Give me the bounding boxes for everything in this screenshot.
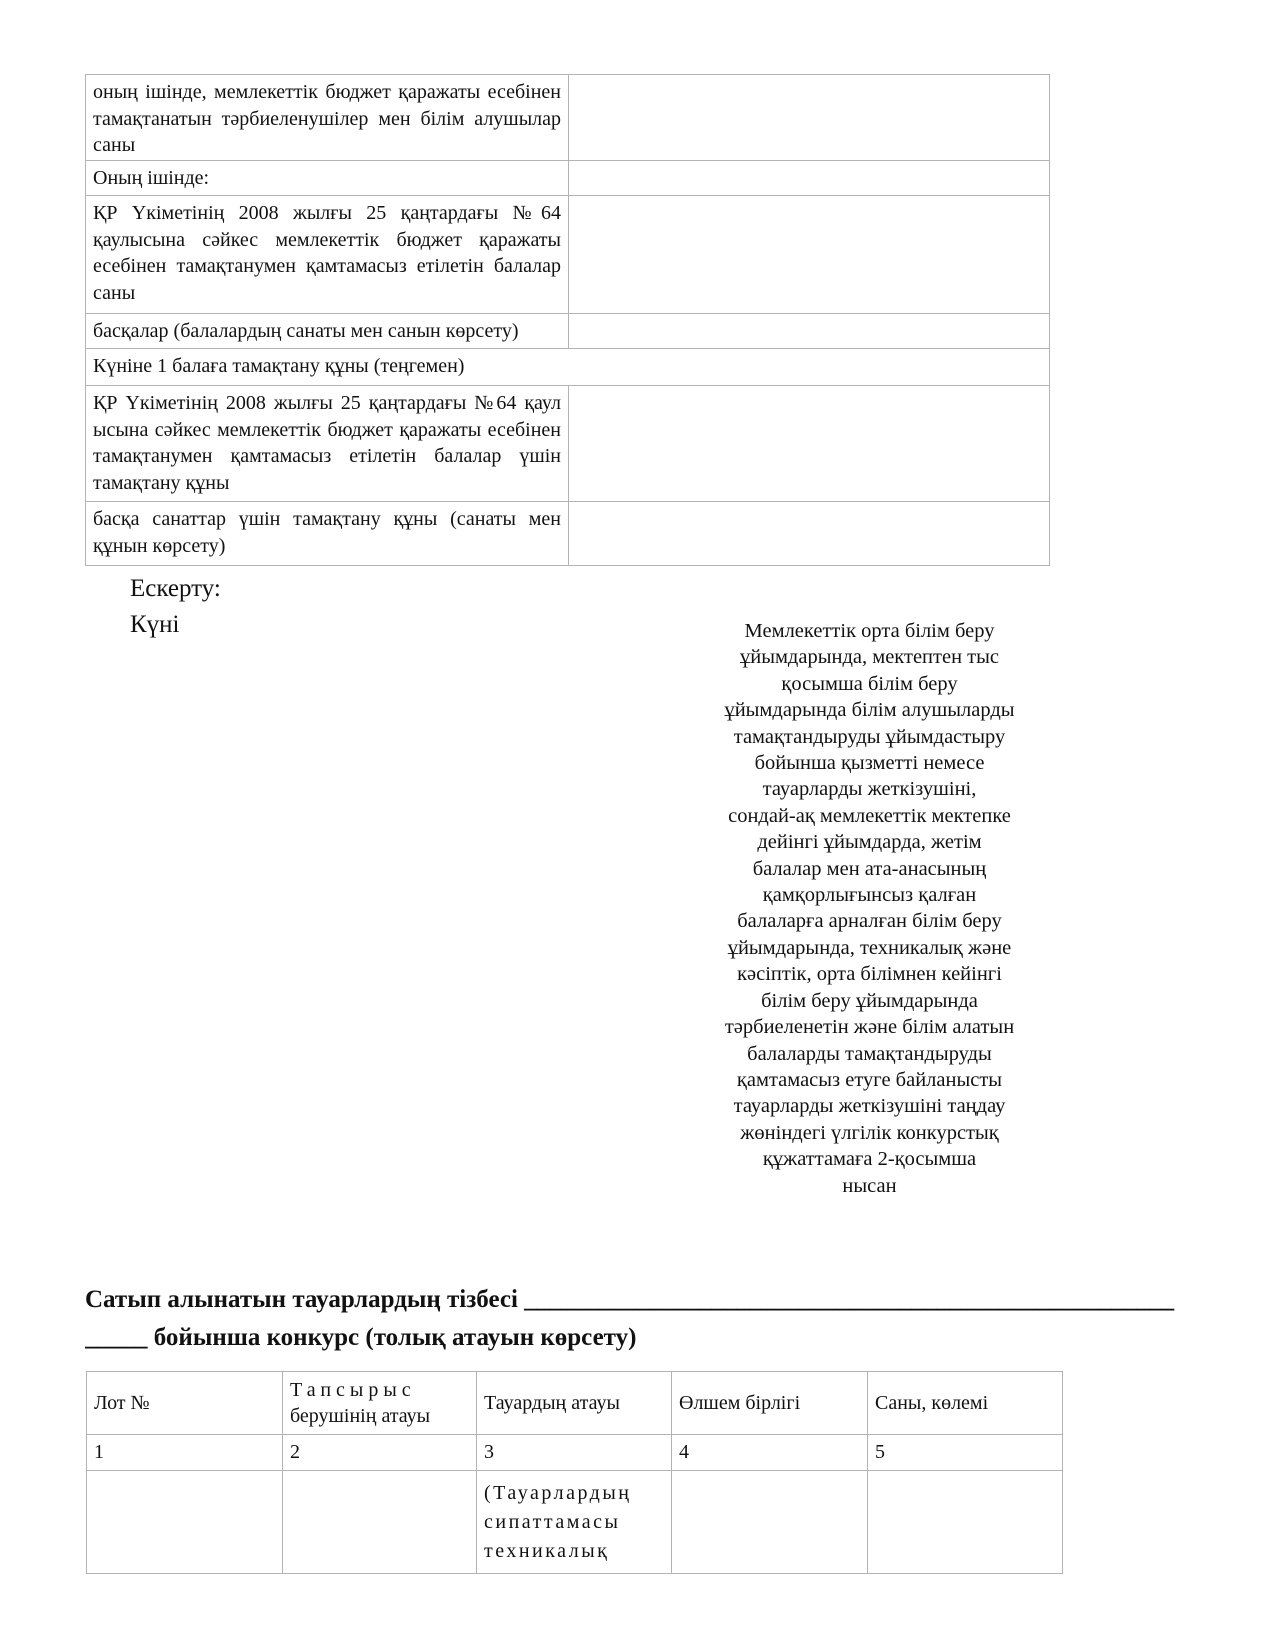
table-row (86, 161, 1050, 196)
annex-line: құжаттамаға 2-қосымша (762, 1148, 977, 1171)
row-value (569, 502, 1049, 565)
header-unit: Өлшем бірлігі (672, 1372, 868, 1435)
column-number-row (87, 1435, 1063, 1471)
section-heading (85, 1281, 1195, 1356)
table-row (86, 349, 1050, 386)
row-label: ҚР Үкіметінің 2008 жылғы 25 қаңтардағы №64 қаулысына сәйкес мемлекеттік бюджет қаражаты есебінен тамақтанумен қамтамасыз етілетін балалар саны (93, 202, 561, 304)
value-cell (569, 196, 1050, 314)
goods-table-header-row (87, 1372, 1063, 1435)
annex-line: балаларды тамақтандыруды (747, 1042, 992, 1065)
detail-cell (672, 1471, 868, 1574)
note-label: Ескерту: (130, 575, 221, 602)
label-cell (86, 75, 569, 161)
table-row (86, 314, 1050, 349)
annex-line: білім беру ұйымдарында (761, 989, 978, 1012)
detail-cell (477, 1471, 672, 1574)
annex-line: кәсіптік, орта білімнен кейінгі (737, 963, 1002, 986)
detail-text (672, 1471, 867, 1573)
table-row (86, 502, 1050, 566)
table-row (86, 386, 1050, 502)
column-number: 5 (868, 1435, 1063, 1471)
row-value (569, 196, 1049, 313)
annex-line: тауарларды жеткізушіні, (762, 778, 977, 801)
label-cell (86, 161, 569, 196)
row-label: оның ішінде, мемлекеттік бюджет қаражаты есебінен тамақтанатын тәрбиеленушілер мен білім алушылар саны (93, 81, 561, 156)
row-label: ҚР Үкіметінің 2008 жылғы 25 қаңтардағы №64 қаул ысына сәйкес мемлекеттік бюджет қаражаты есебінен тамақтанумен қамтамасыз етілетін балалар үшін тамақтану құны (93, 392, 561, 494)
annex-line: тәрбиеленетін және білім алатын (724, 1016, 1015, 1039)
annex-line: ұйымдарында білім алушыларды (724, 699, 1015, 722)
heading-line-2: _____ бойынша конкурс (толық атауын көрсету) (85, 1323, 637, 1351)
annex-line: Мемлекеттік орта білім беру (744, 620, 995, 642)
annex-line: қамтамасыз етуге байланысты (736, 1068, 1003, 1091)
header-customer-name: Тапсырыс берушінің атауы (283, 1372, 477, 1435)
detail-text (87, 1471, 282, 1573)
label-cell (86, 314, 569, 349)
header-lot-number: Лот № (87, 1372, 283, 1435)
table-row (86, 75, 1050, 161)
annex-line: балаларға арналған білім беру (737, 910, 1002, 933)
goods-table (86, 1371, 1063, 1574)
full-width-cell (86, 349, 1050, 386)
row-value (569, 75, 1049, 160)
table-row (86, 196, 1050, 314)
row-value (569, 386, 1049, 501)
row-value (569, 161, 1049, 195)
annex-line: нысан (842, 1174, 897, 1197)
detail-cell (283, 1471, 477, 1574)
column-number: 4 (672, 1435, 868, 1471)
value-cell (569, 502, 1050, 566)
detail-cell (87, 1471, 283, 1574)
label-cell (86, 502, 569, 566)
value-cell (569, 386, 1050, 502)
annex-line: бойынша қызметті немесе (754, 752, 985, 775)
detail-text (868, 1471, 1062, 1573)
row-label: басқалар (балалардың санаты мен санын көрсету) (93, 320, 519, 342)
annex-line: жөніндегі үлгілік конкурстық (740, 1121, 999, 1144)
header-quantity: Саны, көлемі (868, 1372, 1063, 1435)
annex-line: сондай-ақ мемлекеттік мектепке (728, 804, 1011, 827)
label-cell (86, 196, 569, 314)
column-number: 1 (87, 1435, 283, 1471)
goods-detail-row (87, 1471, 1063, 1574)
label-cell (86, 386, 569, 502)
detail-text: (Тауарлардың сипаттамасы техникалық (484, 1482, 632, 1562)
row-label: Күніне 1 балаға тамақтану құны (теңгемен) (93, 355, 465, 377)
detail-cell (868, 1471, 1063, 1574)
value-cell (569, 75, 1050, 161)
row-label: Оның ішінде: (93, 167, 210, 189)
column-number: 3 (477, 1435, 672, 1471)
annex-line: тамақтандыруды ұйымдастыру (733, 725, 1006, 748)
annex-line: балалар мен ата-анасының (752, 857, 987, 880)
header-goods-name: Тауардың атауы (477, 1372, 672, 1435)
annex-reference-block (697, 618, 1042, 1199)
column-number: 2 (283, 1435, 477, 1471)
top-table (85, 74, 1050, 566)
value-cell (569, 314, 1050, 349)
annex-line: ұйымдарында, мектептен тыс (739, 646, 1000, 669)
annex-line: тауарларды жеткізушіні таңдау (733, 1095, 1006, 1118)
annex-line: қамқорлығынсыз қалған (762, 884, 977, 907)
annex-line: дейінгі ұйымдарда, жетім (757, 831, 982, 854)
value-cell (569, 161, 1050, 196)
row-label: басқа санаттар үшін тамақтану құны (санаты мен құнын көрсету) (93, 508, 561, 557)
annex-line: қосымша білім беру (781, 672, 958, 695)
detail-text (283, 1471, 476, 1573)
row-value (569, 314, 1049, 348)
heading-line-1: Сатып алынатын тауарлардың тізбесі ____________________________________________________ (85, 1286, 1175, 1313)
annex-line: ұйымдарында, техникалық және (727, 936, 1012, 959)
date-label: Күні (130, 611, 180, 638)
